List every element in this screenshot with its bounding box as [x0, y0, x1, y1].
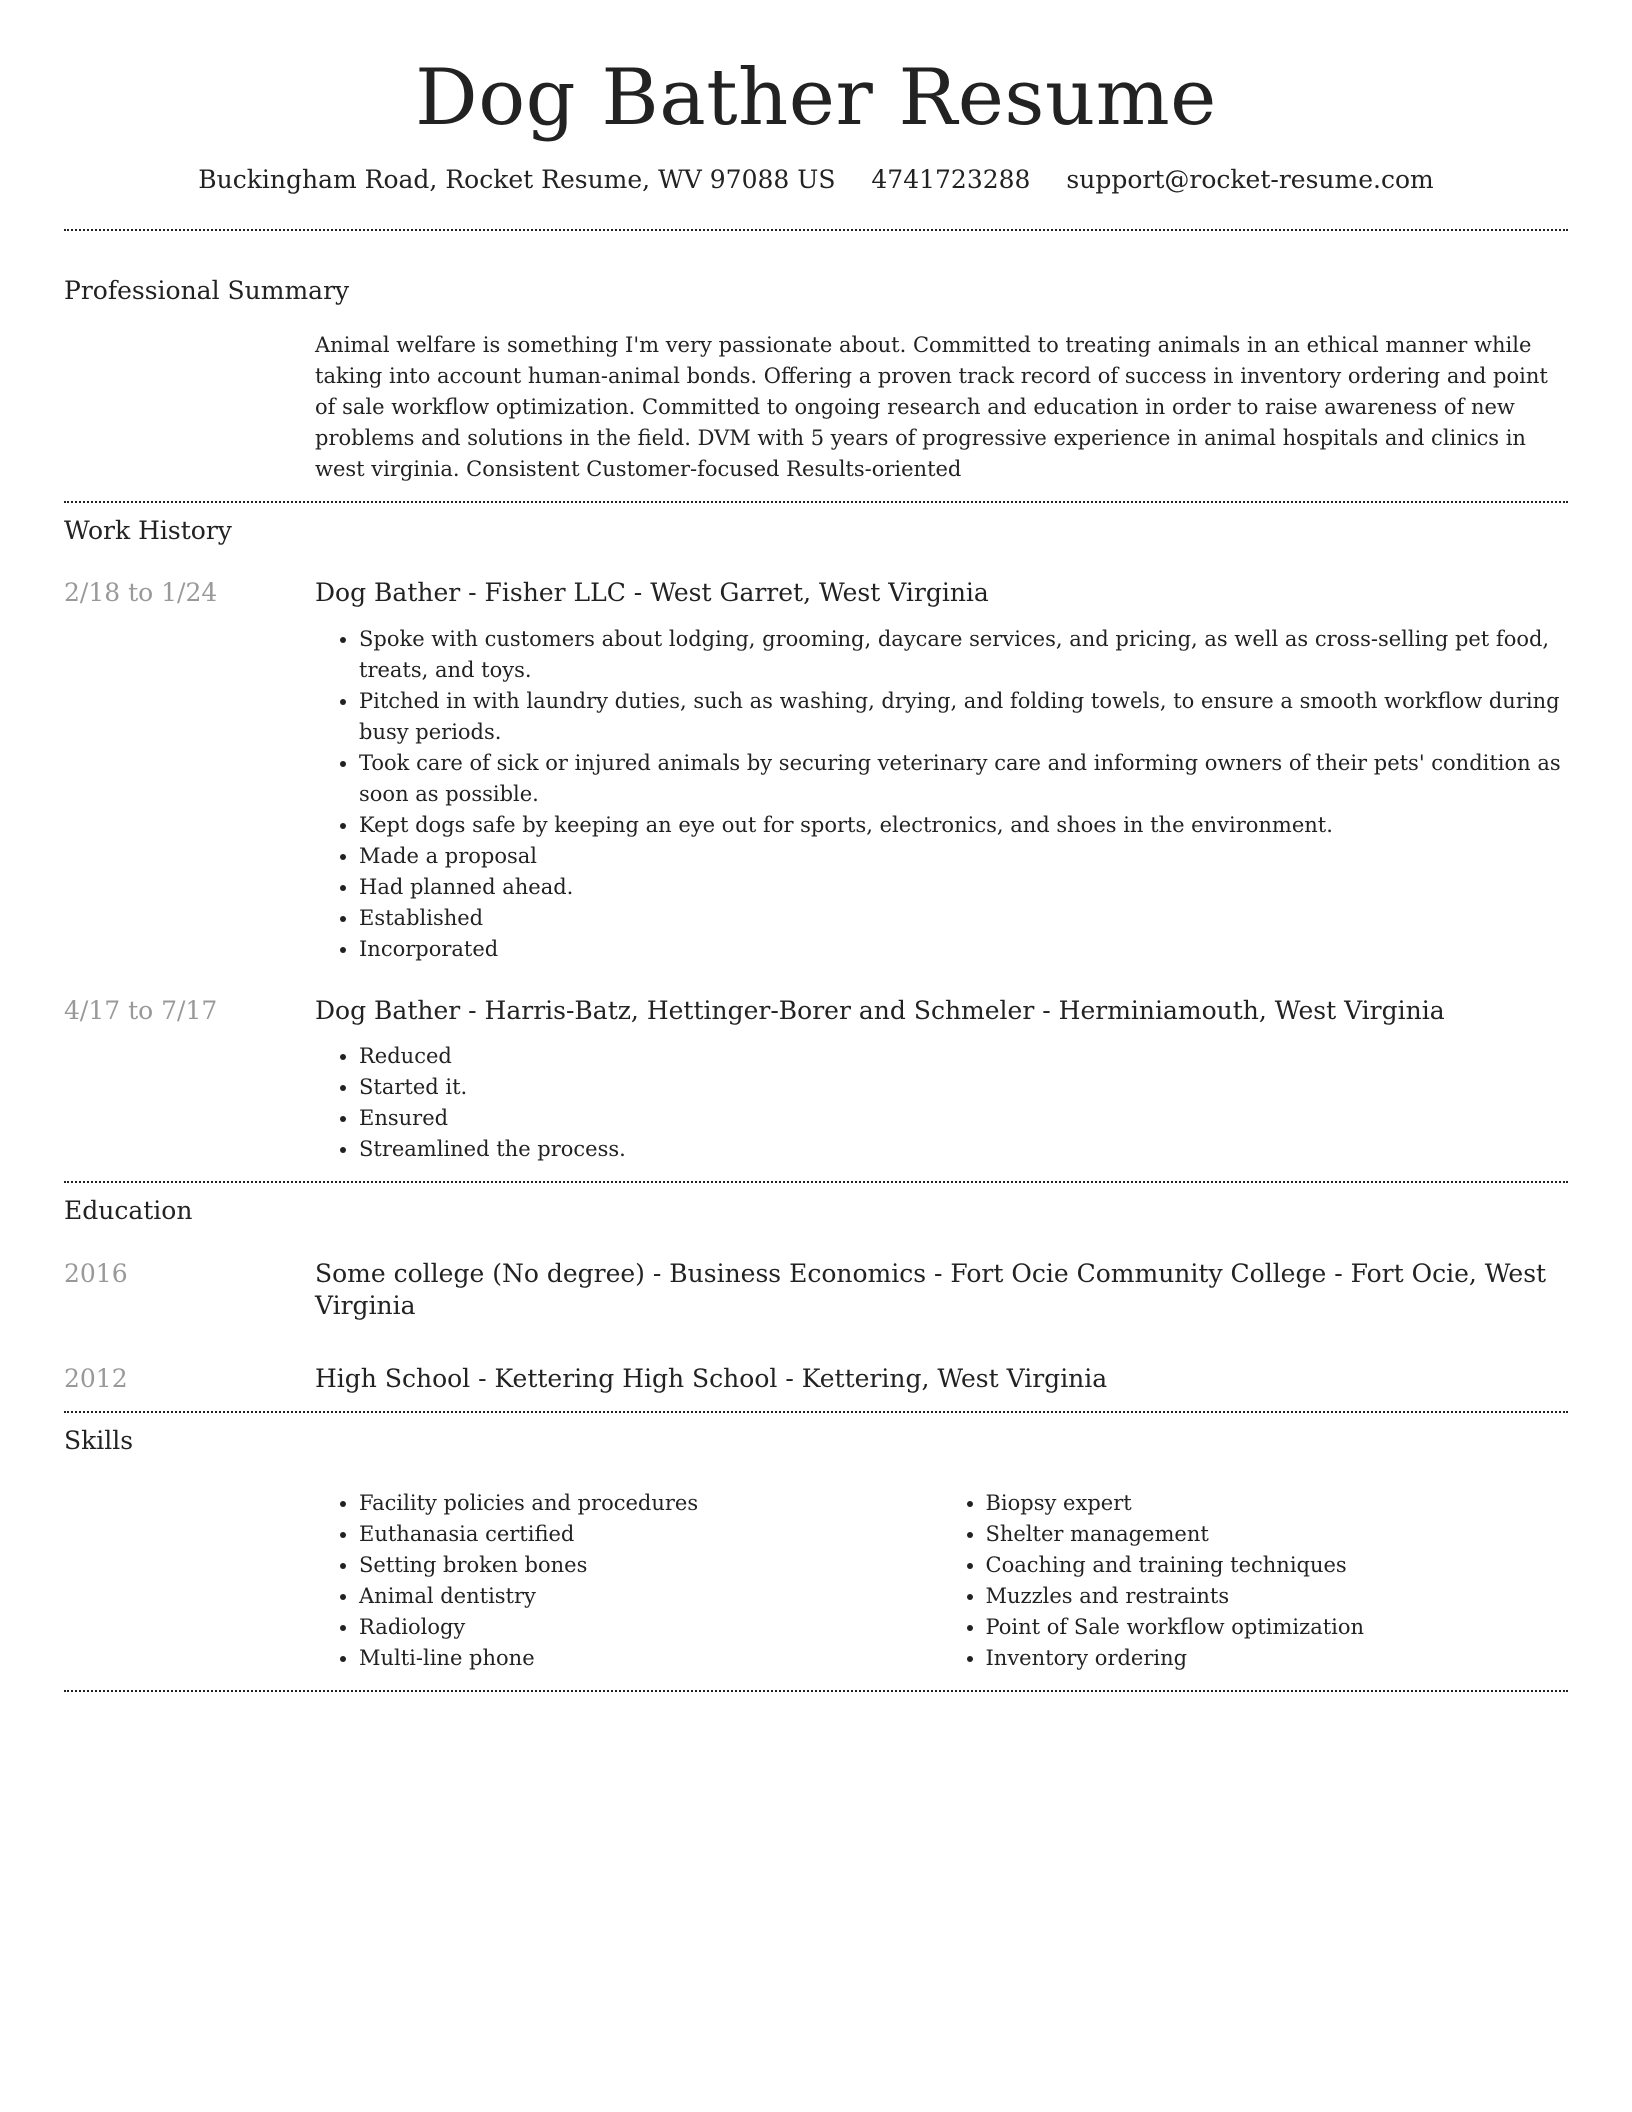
skills-bullets: [315, 1488, 942, 1674]
section-title-skills: Skills: [64, 1426, 134, 1456]
education-body: [315, 1363, 1568, 1396]
skill-item: • Shelter management: [986, 1519, 1569, 1550]
skills-list: [315, 1488, 1568, 1674]
divider: [64, 1690, 1568, 1692]
skill-item: • Euthanasia certified: [359, 1519, 942, 1550]
work-entry: [64, 577, 1568, 965]
contact-phone: 4741723288: [871, 164, 1031, 194]
skill-item: • Coaching and training techniques: [986, 1550, 1569, 1581]
summary-section: [64, 275, 1568, 485]
skill-item: • Animal dentistry: [359, 1581, 942, 1612]
work-heading: Dog Bather - Harris-Batz, Hettinger-Borer and Schmeler - Herminiamouth, West Virginia: [315, 995, 1445, 1025]
work-history-section: [64, 503, 1568, 1166]
work-dates: 2/18 to 1/24: [64, 578, 218, 608]
work-dates: 4/17 to 7/17: [64, 995, 218, 1025]
education-body: [315, 1258, 1568, 1323]
work-heading: Dog Bather - Fisher LLC - West Garret, West Virginia: [315, 578, 989, 608]
list-item: • Incorporated: [359, 934, 1568, 965]
work-bullets: [315, 624, 1568, 965]
skill-item: • Facility policies and procedures: [359, 1488, 942, 1519]
education-heading: High School - Kettering High School - Kettering, West Virginia: [315, 1363, 1108, 1393]
list-item: • Kept dogs safe by keeping an eye out for sports, electronics, and shoes in the environment.: [359, 810, 1568, 841]
summary-text: Animal welfare is something I'm very passionate about. Committed to treating animals in an ethical manner while taking into account human-animal bonds. Offering a proven track record of success in inventory ordering and point of sale workflow optimization. Committed to ongoing research and education in order to raise awareness of new problems and solutions in the field. DVM with 5 years of progressive experience in animal hospitals and clinics in west virginia. Consistent Customer-focused Results-oriented: [315, 332, 1548, 481]
skills-column-left: [315, 1488, 942, 1674]
skills-column-right: [942, 1488, 1569, 1674]
list-item: • Made a proposal: [359, 841, 1568, 872]
skill-item: • Setting broken bones: [359, 1550, 942, 1581]
skill-item: • Biopsy expert: [986, 1488, 1569, 1519]
education-year: 2012: [64, 1363, 128, 1393]
work-body: [315, 577, 1568, 965]
list-item: • Streamlined the process.: [359, 1134, 1568, 1165]
list-item: • Ensured: [359, 1103, 1568, 1134]
contact-address: Buckingham Road, Rocket Resume, WV 97088 US: [198, 164, 836, 194]
skill-item: • Inventory ordering: [986, 1643, 1569, 1674]
section-title-work-history: Work History: [64, 515, 232, 545]
list-item: • Started it.: [359, 1072, 1568, 1103]
list-item: • Reduced: [359, 1041, 1568, 1072]
work-body: [315, 995, 1568, 1166]
list-item: • Spoke with customers about lodging, grooming, daycare services, and pricing, as well as cross-selling pet food, treats, and toys.: [359, 624, 1568, 686]
skill-item: • Multi-line phone: [359, 1643, 942, 1674]
skills-bullets: [942, 1488, 1569, 1674]
section-title-education: Education: [64, 1196, 193, 1226]
list-item: • Had planned ahead.: [359, 872, 1568, 903]
list-item: • Pitched in with laundry duties, such as washing, drying, and folding towels, to ensure a smooth workflow during busy periods.: [359, 686, 1568, 748]
contact-line: [64, 164, 1568, 197]
education-heading: Some college (No degree) - Business Economics - Fort Ocie Community College - Fort Ocie, West Virginia: [315, 1258, 1547, 1321]
skills-section: [64, 1413, 1568, 1674]
work-entry: [64, 995, 1568, 1166]
education-entry: [64, 1258, 1568, 1323]
contact-email: support@rocket-resume.com: [1066, 164, 1434, 194]
list-item: • Established: [359, 903, 1568, 934]
education-year: 2016: [64, 1258, 128, 1288]
section-title-summary: Professional Summary: [64, 276, 350, 306]
divider: [64, 229, 1568, 231]
skill-item: • Muzzles and restraints: [986, 1581, 1569, 1612]
skill-item: • Point of Sale workflow optimization: [986, 1612, 1569, 1643]
work-bullets: [315, 1041, 1568, 1165]
education-section: [64, 1183, 1568, 1395]
list-item: • Took care of sick or injured animals by securing veterinary care and informing owners of their pets' condition as soon as possible.: [359, 748, 1568, 810]
skill-item: • Radiology: [359, 1612, 942, 1643]
education-entry: [64, 1363, 1568, 1396]
page-title: Dog Bather Resume: [415, 53, 1217, 143]
